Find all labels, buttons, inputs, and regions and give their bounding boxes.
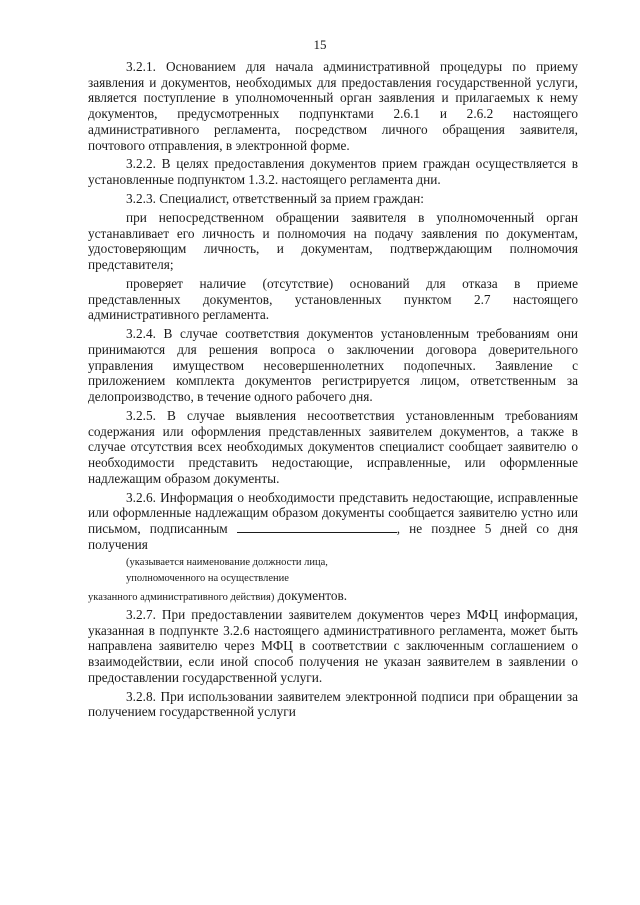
footnote-line-3-with-tail (88, 588, 578, 604)
footnote-line-2: уполномоченного на осуществление (126, 572, 289, 584)
paragraph-3-2-3: 3.2.3. Специалист, ответственный за прием граждан: (126, 191, 424, 206)
official-position-blank (237, 521, 397, 533)
paragraph-3-2-3-item-check: проверяет наличие (отсутствие) оснований для отказа в приеме представленных документов, установленных пунктом 2.7 настоящего административного регламента. (88, 275, 578, 323)
paragraph-3-2-6-start: 3.2.6. Информация о необходимости представить недостающие, исправленные или оформленные надлежащим образом документы сообщается заявителю устно или письмом, подписанным (88, 489, 578, 536)
paragraph-3-2-5: 3.2.5. В случае выявления несоответствия установленным требованиям содержания или оформления представленных заявителем документов, а также в случае отсутствия всех необходимых документов специалист сообщает заявителю о необходимости представить недостающие, исправленные, или оформленные надлежащим образом документы. (88, 407, 578, 486)
paragraph-3-2-8: 3.2.8. При использовании заявителем электронной подписи при обращении за получением государственной услуги (88, 688, 578, 720)
footnote-line-1: (указывается наименование должности лица, (126, 556, 328, 568)
paragraph-3-2-6-mid: , не позднее 5 дней со дня получения (88, 521, 579, 552)
paragraph-3-2-6 (88, 490, 578, 553)
paragraph-3-2-4: 3.2.4. В случае соответствия документов установленным требованиям они принимаются для решения вопроса о заключении договора доверительного управления имуществом несовершеннолетних подопечных. Заявление с приложением комплекта документов регистрируется лицом, ответственным за делопроизводство, в течение одного рабочего дня. (88, 326, 578, 404)
paragraph-3-2-7: 3.2.7. При предоставлении заявителем документов через МФЦ информация, указанная в подпункте 3.2.6 настоящего административного регламента, может быть направлена заявителю через МФЦ в соответствии с заключенным соглашением о взаимодействии, если иной способ получения не указан заявителем в заявлении о предоставлении государственной услуги. (88, 606, 578, 685)
paragraph-3-2-3-item-identity: при непосредственном обращении заявителя в уполномоченный орган устанавливает его личность и полномочия на подачу заявления по документам, удостоверяющим личность, и документам, подтверждающим полномочия представителя; (88, 209, 578, 272)
paragraph-3-2-2: 3.2.2. В целях предоставления документов прием граждан осуществляется в установленные подпунктом 1.3.2. настоящего регламента дни. (88, 156, 578, 188)
footnote-line-3: указанного административного действия) (88, 591, 275, 603)
paragraph-3-2-1: 3.2.1. Основанием для начала административной процедуры по приему заявления и документов, необходимых для предоставления государственной услуги, является поступление в уполномоченный орган заявления и прилагаемых к нему документов, предусмотренных подпунктами 2.6.1 и 2.6.2 настоящего административного регламента, посредством личного обращения заявителя, почтового отправления, в электронной форме. (88, 59, 578, 153)
position-footnote (88, 556, 578, 604)
paragraph-3-2-6-end: документов. (274, 587, 348, 603)
document-body (88, 59, 578, 723)
page-number: 15 (313, 37, 327, 52)
